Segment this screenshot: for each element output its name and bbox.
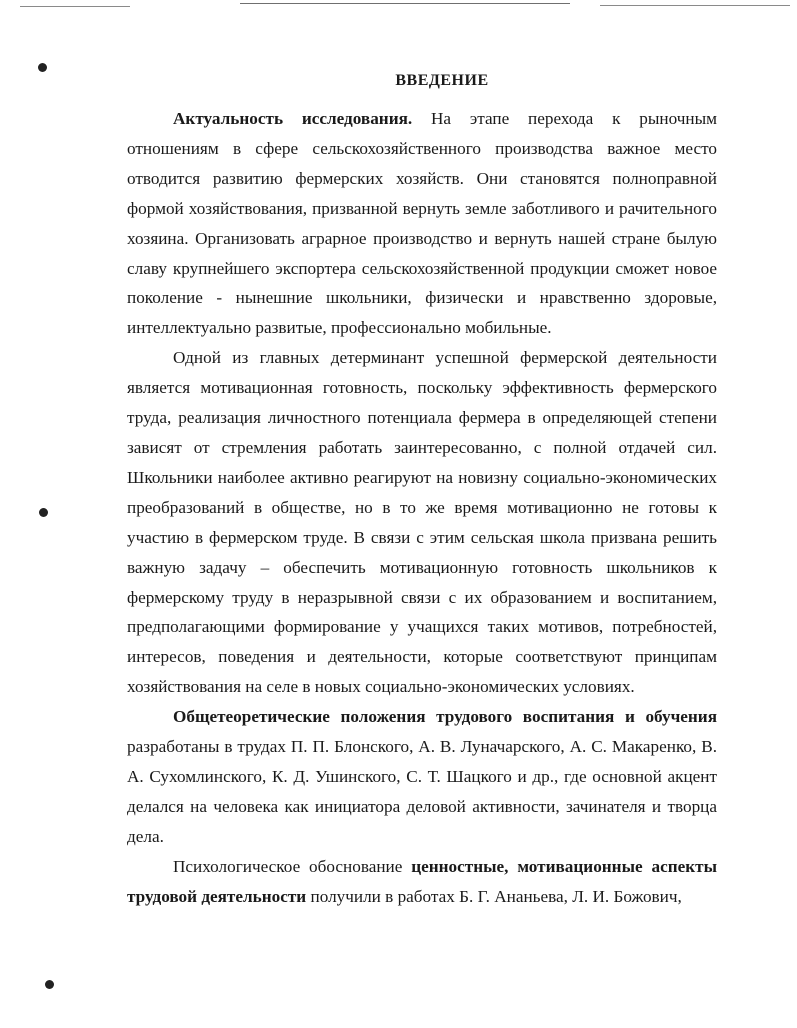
scan-top-edge-left: [20, 6, 130, 7]
paragraph-general-theory: [127, 702, 717, 852]
scan-top-edge-right: [600, 5, 790, 6]
paragraph-text: Психологическое обоснование: [173, 856, 412, 876]
paragraph-inline-bold: ценностные, мотивационные аспекты трудовой деятельности: [127, 856, 717, 906]
section-heading: ВВЕДЕНИЕ: [395, 72, 489, 89]
scan-top-edge-center: [240, 3, 570, 4]
paragraph-relevance: [127, 104, 717, 343]
paragraph-motivation: [127, 343, 717, 702]
paragraph-text: Одной из главных детерминант успешной фермерской деятельности является мотивационная готовность, поскольку эффективность фермерского труда, реализация личностного потенциала фермера в определяющей степени зависят от стремления работать заинтересованно, с полной отдачей сил. Школьники наиболее активно реагируют на новизну социально-экономических преобразований в обществе, но в то же время мотивационно не готовы к участию в фермерском труде. В связи с этим сельская школа призвана решить важную задачу – обеспечить мотивационную готовность школьников к фермерскому труду в неразрывной связи с их образованием и воспитанием, предполагающими формирование у учащихся таких мотивов, потребностей, интересов, поведения и деятельности, которые соответствуют принципам хозяйствования на селе в новых социально-экономических условиях.: [127, 348, 717, 697]
paragraph-psychology: [127, 852, 717, 912]
punch-hole-mark: [45, 980, 54, 989]
paragraph-text: разработаны в трудах П. П. Блонского, А. В. Луначарского, А. С. Макаренко, В. А. Сухомлинского, К. Д. Ушинского, С. Т. Шацкого и др., где основной акцент делался на человека как инициатора деловой активности, зачинателя и творца дела.: [127, 737, 717, 846]
document-page: [127, 72, 717, 911]
punch-hole-mark: [38, 63, 47, 72]
paragraph-text: получили в работах Б. Г. Ананьева, Л. И. Божович,: [306, 886, 682, 906]
punch-hole-mark: [39, 508, 48, 517]
paragraph-lead-bold: Общетеоретические положения трудового воспитания и обучения: [173, 707, 717, 727]
paragraph-lead-bold: Актуальность исследования.: [173, 109, 413, 128]
paragraph-text: На этапе перехода к рыночным отношениям в сфере сельскохозяйственного производства важное место отводится развитию фермерских хозяйств. Они становятся полноправной формой хозяйствования, призванной вернуть земле заботливого и рачительного хозяина. Организовать аграрное производство и вернуть нашей стране былую славу крупнейшего экспортера сельскохозяйственной продукции сможет новое поколение - нынешние школьники, физически и нравственно здоровые, интеллектуально развитые, профессионально мобильные.: [127, 109, 717, 338]
